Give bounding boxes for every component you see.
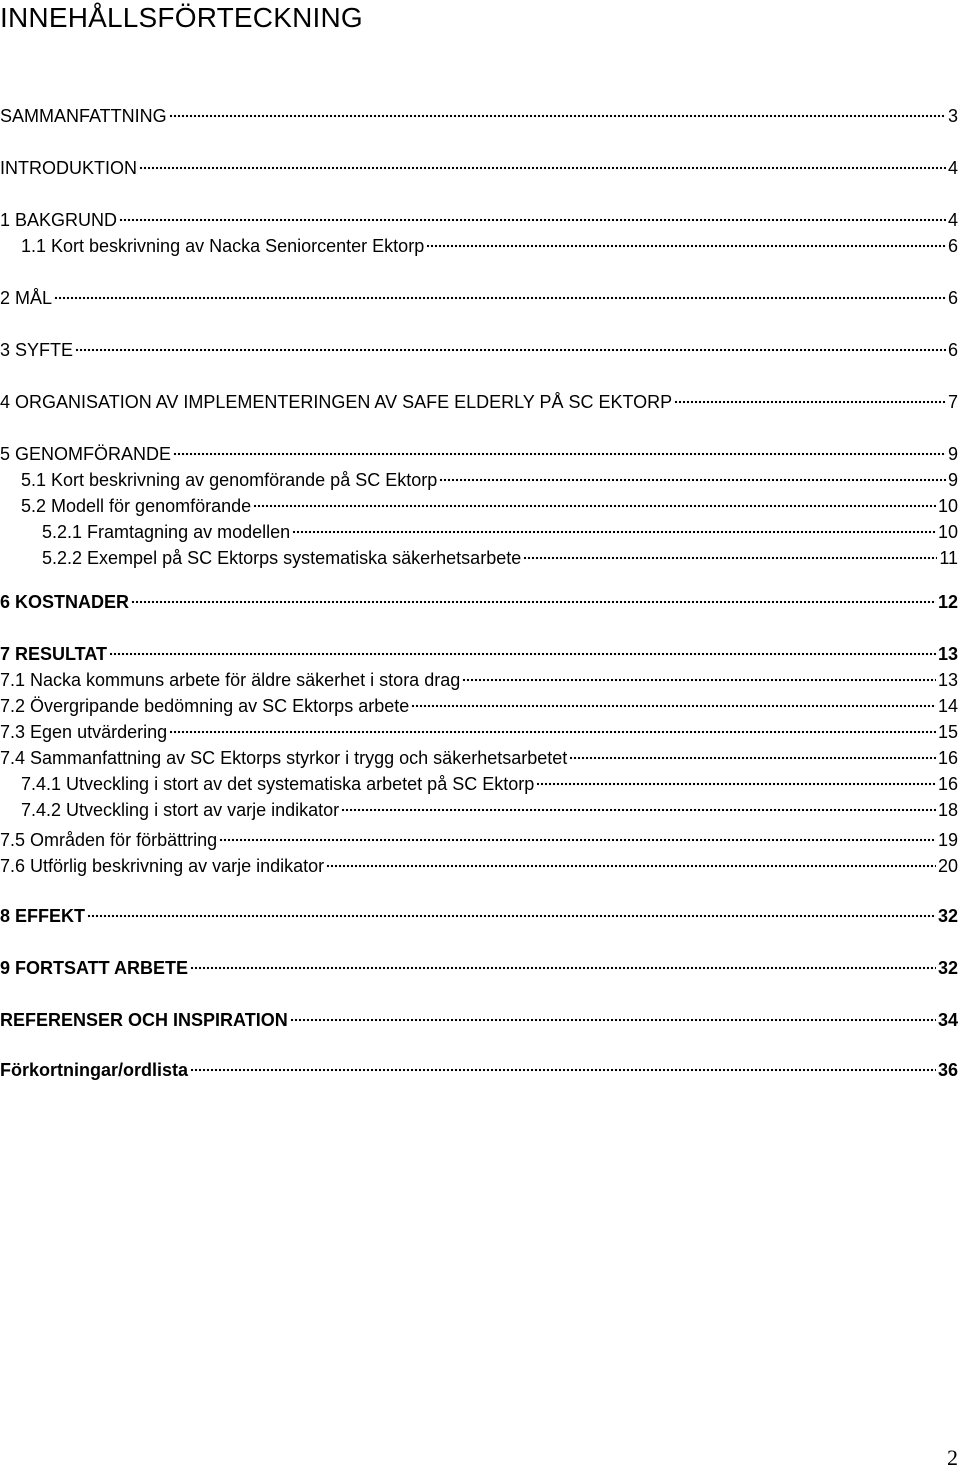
page-number: 2 <box>947 1445 958 1470</box>
toc-entry-label: SAMMANFATTNING <box>0 106 167 126</box>
dot-leader <box>219 838 936 842</box>
toc-entry-4-organisation[interactable] <box>0 391 960 413</box>
dot-leader <box>131 600 936 604</box>
toc-page-number: 11 <box>939 548 958 568</box>
toc-page-number: 34 <box>937 1010 958 1030</box>
toc-entry-label: 9 FORTSATT ARBETE <box>0 958 188 978</box>
toc-entry-2-mal[interactable] <box>0 287 960 309</box>
toc-page-number: 12 <box>937 592 958 612</box>
toc-entry-5-2-1[interactable] <box>0 521 960 543</box>
toc-page-number: 6 <box>947 236 958 256</box>
toc-page-number: 13 <box>937 670 958 690</box>
toc-entry-7-5[interactable] <box>0 829 960 851</box>
toc-entry-label: 2 MÅL <box>0 288 53 308</box>
toc-page-number: 18 <box>937 800 958 820</box>
toc-entry-label: 7.1 Nacka kommuns arbete för äldre säkerhet i stora drag <box>0 670 461 690</box>
dot-leader <box>173 452 946 456</box>
toc-entry-7-3[interactable] <box>0 721 960 743</box>
toc-page-number: 15 <box>937 722 958 742</box>
toc-entry-label: 6 KOSTNADER <box>0 592 130 612</box>
toc-entry-referenser[interactable] <box>0 1009 960 1031</box>
toc-entry-6-kostnader[interactable] <box>0 591 960 613</box>
toc-page-number: 4 <box>947 158 958 178</box>
toc-entry-5-2-2[interactable] <box>0 547 960 569</box>
toc-entry-label: 5.2.1 Framtagning av modellen <box>42 522 291 542</box>
toc-page-number: 9 <box>947 444 958 464</box>
toc-entry-7-6[interactable] <box>0 855 960 877</box>
toc-entry-label: 5 GENOMFÖRANDE <box>0 444 172 464</box>
toc-entry-7-4-1[interactable] <box>0 773 960 795</box>
toc-entry-label: 1 BAKGRUND <box>0 210 118 230</box>
toc-entry-label: 1.1 Kort beskrivning av Nacka Seniorcenter Ektorp <box>21 236 425 256</box>
toc-entry-label: 8 EFFEKT <box>0 906 86 926</box>
toc-entry-label: 7 RESULTAT <box>0 644 107 664</box>
toc-entry-1-bakgrund[interactable] <box>0 209 960 231</box>
dot-leader <box>536 782 936 786</box>
toc-entry-label: 7.2 Övergripande bedömning av SC Ektorps arbete <box>0 696 410 716</box>
toc-entry-9-fortsatt-arbete[interactable] <box>0 957 960 979</box>
dot-leader <box>426 244 946 248</box>
dot-leader <box>87 914 936 918</box>
toc-page-number: 6 <box>947 288 958 308</box>
toc-entry-label: 7.6 Utförlig beskrivning av varje indikator <box>0 856 325 876</box>
toc-entry-7-1[interactable] <box>0 669 960 691</box>
toc-page-number: 20 <box>937 856 958 876</box>
dot-leader <box>290 1018 936 1022</box>
toc-entry-3-syfte[interactable] <box>0 339 960 361</box>
dot-leader <box>190 966 936 970</box>
dot-leader <box>462 678 936 682</box>
toc-page-number: 10 <box>937 522 958 542</box>
toc-page-number: 32 <box>937 958 958 978</box>
dot-leader <box>411 704 936 708</box>
dot-leader <box>169 114 946 118</box>
dot-leader <box>341 808 936 812</box>
dot-leader <box>569 756 936 760</box>
toc-page-number: 16 <box>937 774 958 794</box>
toc-entry-label: 5.2 Modell för genomförande <box>21 496 252 516</box>
toc-entry-label: 3 SYFTE <box>0 340 74 360</box>
toc-entry-label: INTRODUKTION <box>0 158 137 178</box>
toc-page-number: 32 <box>937 906 958 926</box>
toc-entry-5-2[interactable] <box>0 495 960 517</box>
toc-page-number: 7 <box>947 392 958 412</box>
dot-leader <box>439 478 946 482</box>
toc-page-number: 9 <box>947 470 958 490</box>
toc-page-number: 14 <box>937 696 958 716</box>
toc-page-number: 10 <box>937 496 958 516</box>
dot-leader <box>253 504 936 508</box>
toc-entry-label: 7.5 Områden för förbättring <box>0 830 218 850</box>
toc-entry-label: 5.2.2 Exempel på SC Ektorps systematiska säkerhetsarbete <box>42 548 522 568</box>
toc-page-number: 16 <box>937 748 958 768</box>
toc-entry-7-resultat[interactable] <box>0 643 960 665</box>
dot-leader <box>169 730 936 734</box>
toc-entry-label: 4 ORGANISATION AV IMPLEMENTERINGEN AV SAFE ELDERLY PÅ SC EKTORP <box>0 392 673 412</box>
dot-leader <box>190 1068 936 1072</box>
toc-entry-label: 7.4 Sammanfattning av SC Ektorps styrkor i trygg och säkerhetsarbetet <box>0 748 568 768</box>
toc-entry-5-genomforande[interactable] <box>0 443 960 465</box>
dot-leader <box>326 864 936 868</box>
toc-entry-introduktion[interactable] <box>0 157 960 179</box>
toc-page-number: 13 <box>937 644 958 664</box>
toc-entry-forkortningar[interactable] <box>0 1059 960 1081</box>
dot-leader <box>139 166 946 170</box>
toc-entry-7-4-2[interactable] <box>0 799 960 821</box>
dot-leader <box>119 218 946 222</box>
toc-entry-5-1[interactable] <box>0 469 960 491</box>
toc-page-number: 6 <box>947 340 958 360</box>
toc-entry-7-2[interactable] <box>0 695 960 717</box>
dot-leader <box>54 296 946 300</box>
toc-entry-1-1[interactable] <box>0 235 960 257</box>
toc-entry-7-4[interactable] <box>0 747 960 769</box>
toc-entry-label: 7.4.2 Utveckling i stort av varje indikator <box>21 800 340 820</box>
toc-entry-label: REFERENSER OCH INSPIRATION <box>0 1010 288 1030</box>
toc-entry-label: Förkortningar/ordlista <box>0 1060 189 1080</box>
toc-page-number: 4 <box>947 210 958 230</box>
dot-leader <box>292 530 936 534</box>
toc-entry-label: 7.3 Egen utvärdering <box>0 722 168 742</box>
toc-page-number: 3 <box>947 106 958 126</box>
page-title: INNEHÅLLSFÖRTECKNING <box>0 2 363 33</box>
toc-entry-sammanfattning[interactable] <box>0 105 960 127</box>
toc-page-number: 19 <box>937 830 958 850</box>
dot-leader <box>523 556 937 560</box>
toc-entry-8-effekt[interactable] <box>0 905 960 927</box>
toc-entry-label: 7.4.1 Utveckling i stort av det systematiska arbetet på SC Ektorp <box>21 774 535 794</box>
dot-leader <box>674 400 946 404</box>
toc-page-number: 36 <box>937 1060 958 1080</box>
toc-entry-label: 5.1 Kort beskrivning av genomförande på SC Ektorp <box>21 470 438 490</box>
dot-leader <box>75 348 946 352</box>
dot-leader <box>109 652 936 656</box>
